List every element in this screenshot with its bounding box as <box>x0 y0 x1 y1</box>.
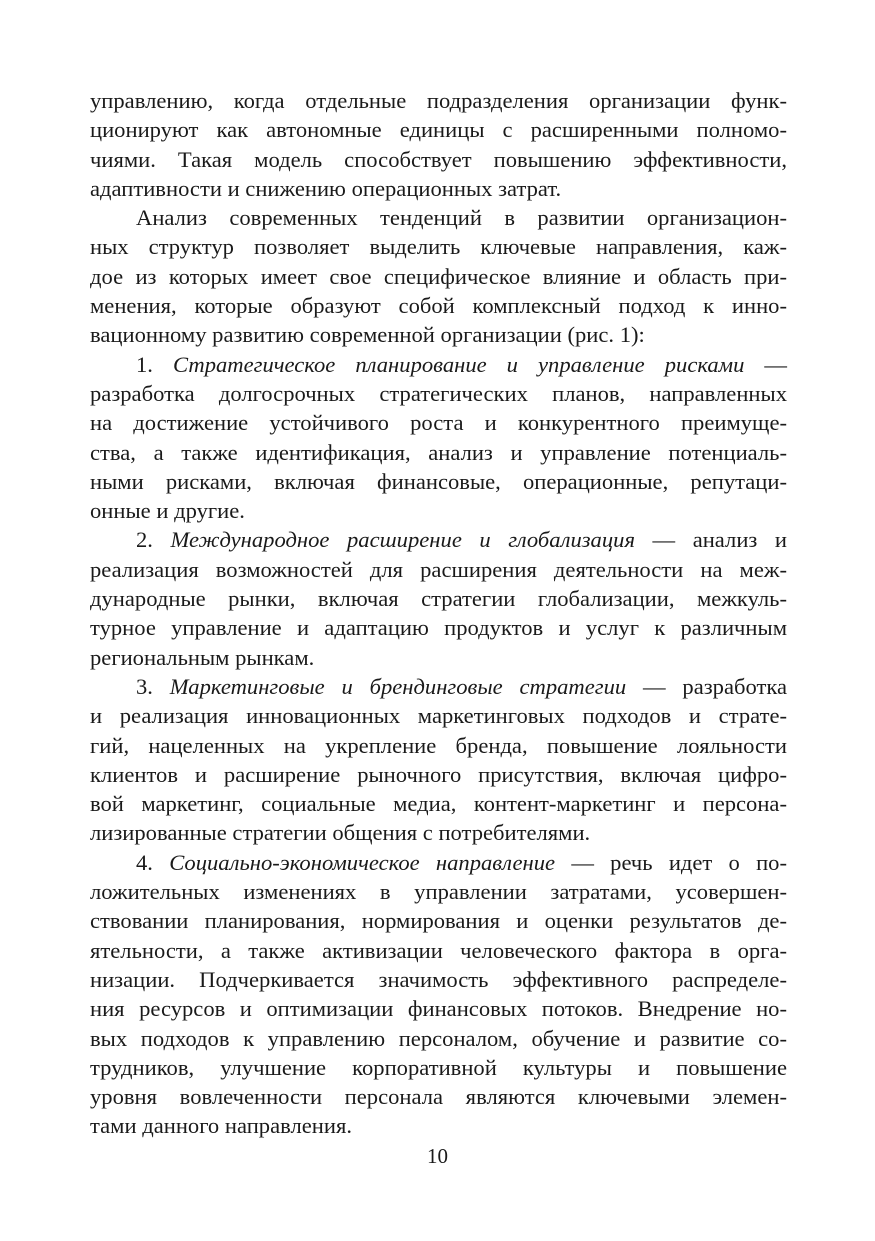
text-line: Анализ современных тенденций в развитии организацион- <box>136 205 787 231</box>
text-line: турное управление и адаптацию продуктов и услуг к различным <box>90 615 787 641</box>
text-line: уровня вовлеченности персонала являются ключевыми элемен- <box>90 1084 787 1110</box>
text-line: менения, которые образуют собой комплексный подход к инно- <box>90 293 787 319</box>
text-line: вационному развитию современной организации (рис. 1): <box>90 322 645 348</box>
text-line: гий, нацеленных на укрепление бренда, повышение лояльности <box>90 732 787 758</box>
text-line <box>90 848 787 877</box>
text-line: тами данного направления. <box>90 1113 353 1139</box>
item-number: 4. <box>136 849 170 875</box>
item-continuation: — анализ и <box>634 527 787 553</box>
paragraph <box>90 203 787 349</box>
text-line: дое из которых имеет свое специфическое влияние и область при- <box>90 263 787 289</box>
page-number: 10 <box>427 1144 448 1168</box>
item-number: 1. <box>136 351 173 377</box>
text-line: вых подходов к управлению персоналом, обучение и развитие со- <box>90 1025 787 1051</box>
text-line: лизированные стратегии общения с потребителями. <box>90 820 591 846</box>
text-line <box>90 672 787 701</box>
text-line: адаптивности и снижению операционных затрат. <box>90 175 562 201</box>
item-term: Социально-экономическое направление <box>169 849 556 875</box>
text-line: онные и другие. <box>90 498 245 524</box>
text-line: ложительных изменениях в управлении затратами, усовершен- <box>90 879 787 905</box>
text-line: ными рисками, включая финансовые, операционные, репутаци- <box>90 468 787 494</box>
item-number: 2. <box>136 527 171 553</box>
item-term: Стратегическое планирование и управление рисками <box>172 351 745 377</box>
text-line: на достижение устойчивого роста и конкурентного преимуще- <box>90 410 787 436</box>
list-item <box>90 350 787 526</box>
text-line: ятельности, а также активизации человеческого фактора в орга- <box>90 937 787 963</box>
text-line: ствовании планирования, нормирования и оценки результатов де- <box>90 908 787 934</box>
item-continuation: — разработка <box>626 673 788 699</box>
paragraph <box>90 86 787 203</box>
text-line: дународные рынки, включая стратегии глобализации, межкуль- <box>90 586 787 612</box>
item-term: Международное расширение и глобализация <box>170 527 635 553</box>
text-line: чиями. Такая модель способствует повышению эффективности, <box>90 146 787 172</box>
page-body <box>90 86 787 1141</box>
text-line: и реализация инновационных маркетинговых подходов и страте- <box>90 703 787 729</box>
text-line <box>90 525 787 554</box>
text-line: разработка долгосрочных стратегических планов, направленных <box>90 380 787 406</box>
text-line: трудников, улучшение корпоративной культуры и повышение <box>90 1054 787 1080</box>
text-line: управлению, когда отдельные подразделения организации функ- <box>90 88 787 113</box>
text-line <box>90 350 787 379</box>
text-line: региональным рынкам. <box>90 644 315 670</box>
text-line: вой маркетинг, социальные медиа, контент-маркетинг и персона- <box>90 791 787 817</box>
item-continuation: — <box>744 351 787 377</box>
item-term: Маркетинговые и брендинговые стратегии <box>169 673 627 699</box>
text-line: ционируют как автономные единицы с расширенными полномо- <box>90 117 787 143</box>
text-line: клиентов и расширение рыночного присутствия, включая цифро- <box>90 761 787 787</box>
list-item <box>90 848 787 1141</box>
text-line: низации. Подчеркивается значимость эффективного распределе- <box>90 966 787 992</box>
item-continuation: — речь идет о по- <box>555 849 787 875</box>
text-line: ных структур позволяет выделить ключевые направления, каж- <box>90 234 787 260</box>
list-item <box>90 525 787 671</box>
list-item <box>90 672 787 848</box>
item-number: 3. <box>136 673 170 699</box>
text-line: ства, а также идентификация, анализ и управление потенциаль- <box>90 439 787 465</box>
text-line: ния ресурсов и оптимизации финансовых потоков. Внедрение но- <box>90 996 787 1022</box>
text-line: реализация возможностей для расширения деятельности на меж- <box>90 556 787 582</box>
